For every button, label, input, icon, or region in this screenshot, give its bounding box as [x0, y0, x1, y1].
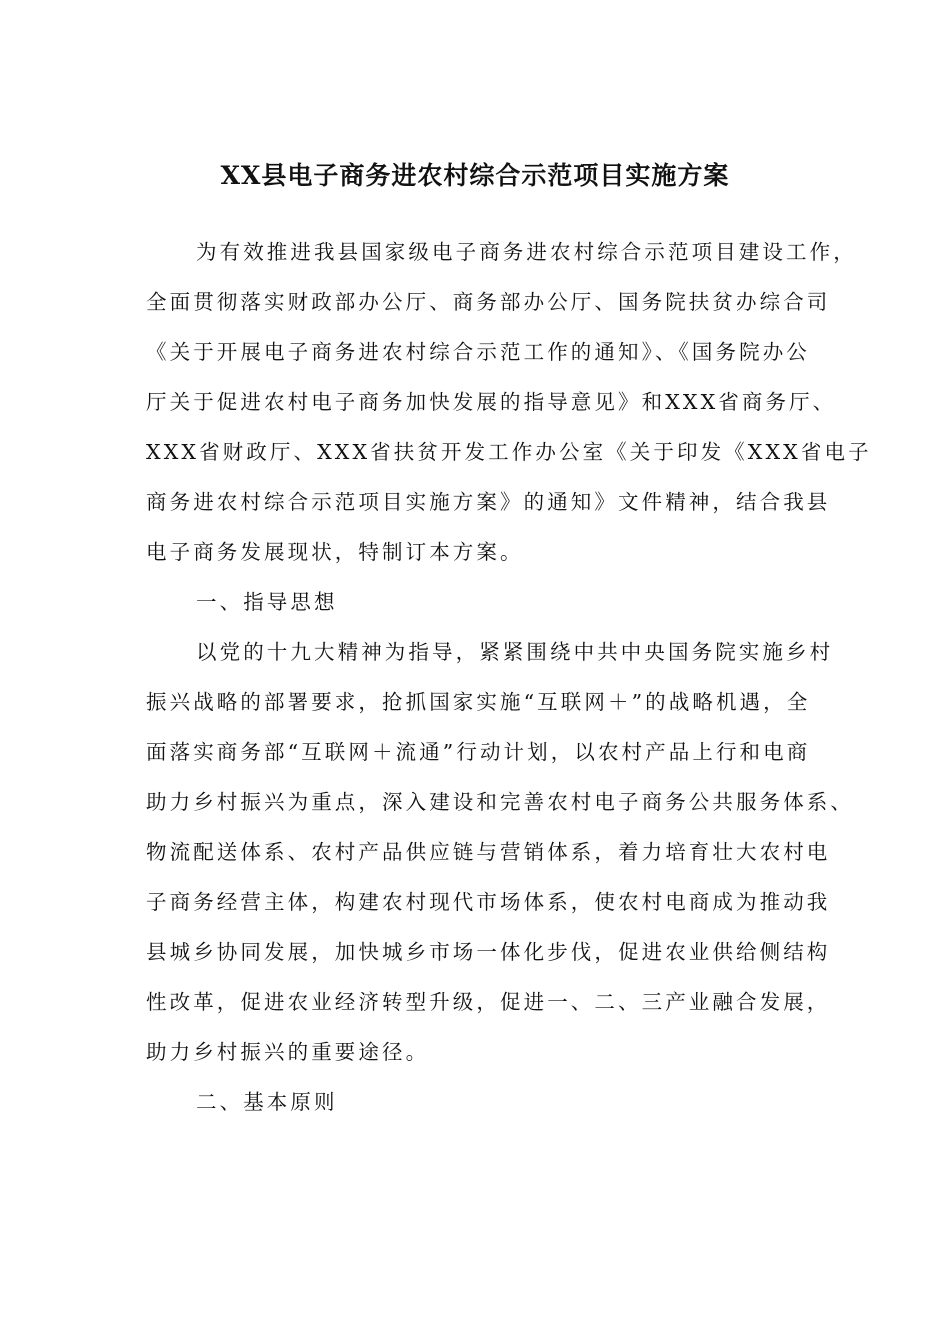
section1-line-3: 面落实商务部“互联网＋流通”行动计划，以农村产品上行和电商 [146, 740, 811, 764]
section1-line-1: 以党的十九大精神为指导，紧紧围绕中共中央国务院实施乡村 [196, 640, 834, 664]
intro-line-2: 全面贯彻落实财政部办公厅、商务部办公厅、国务院扶贫办综合司 [146, 290, 831, 314]
intro-line-3: 《关于开展电子商务进农村综合示范工作的通知》、《国务院办公 [146, 340, 810, 364]
section1-line-8: 性改革，促进农业经济转型升级，促进一、二、三产业融合发展， [146, 990, 831, 1014]
section1-line-7: 县城乡协同发展，加快城乡市场一体化步伐，促进农业供给侧结构 [146, 940, 831, 964]
section1-line-5: 物流配送体系、农村产品供应链与营销体系，着力培育壮大农村电 [146, 840, 831, 864]
section1-heading: 一、指导思想 [196, 590, 338, 614]
intro-line-7: 电子商务发展现状，特制订本方案。 [146, 540, 524, 564]
document-title: XX县电子商务进农村综合示范项目实施方案 [220, 161, 730, 190]
section1-line-6: 子商务经营主体，构建农村现代市场体系，使农村电商成为推动我 [146, 890, 831, 914]
section1-line-2: 振兴战略的部署要求，抢抓国家实施“互联网＋”的战略机遇，全 [146, 690, 811, 714]
section2-heading: 二、基本原则 [196, 1090, 338, 1114]
intro-line-1: 为有效推进我县国家级电子商务进农村综合示范项目建设工作， [196, 240, 857, 264]
intro-line-6: 商务进农村综合示范项目实施方案》的通知》文件精神，结合我县 [146, 490, 831, 514]
section1-line-4: 助力乡村振兴为重点，深入建设和完善农村电子商务公共服务体系、 [146, 790, 854, 814]
intro-line-4: 厅关于促进农村电子商务加快发展的指导意见》和XXX省商务厅、 [146, 390, 837, 414]
intro-line-5: XXX省财政厅、XXX省扶贫开发工作办公室《关于印发《XXX省电子 [146, 440, 872, 464]
section1-line-9: 助力乡村振兴的重要途径。 [146, 1040, 430, 1064]
